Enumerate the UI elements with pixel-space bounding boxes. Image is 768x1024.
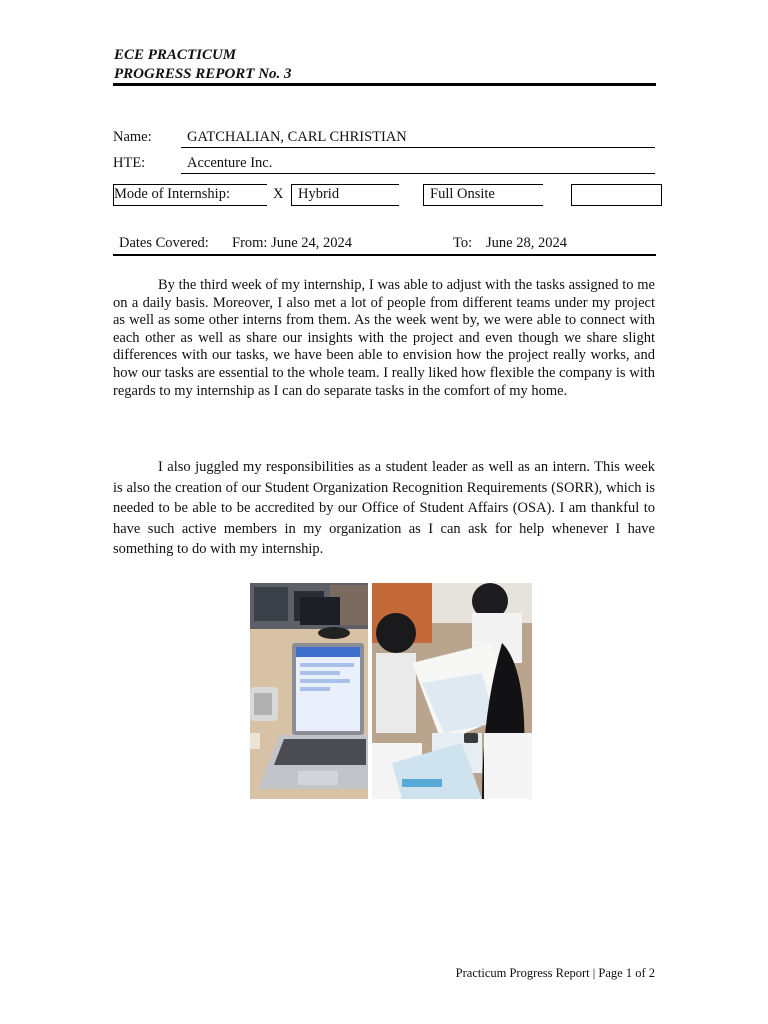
mode-option-full-onsite: Full Onsite <box>430 186 495 202</box>
dates-covered-label: Dates Covered: <box>119 235 209 251</box>
dates-divider <box>113 254 656 256</box>
body-paragraph-1: By the third week of my internship, I was able to adjust with the tasks assigned to me on a daily basis. Moreover, I also met a lot of people from different teams under my project as well as some other interns from them. As the week went by, we were able to connect with each other as well as share our insights with the project and even though we share slight differences with our tasks, we have been able to envision how the project really works, and how our tasks are essential to the whole team. I really liked how flexible the company is with regards to my internship as I can do separate tasks in the comfort of my home. <box>113 277 655 399</box>
body-paragraph-2: I also juggled my responsibilities as a student leader as well as an intern. This week is also the creation of our Student Organization Recognition Requirements (SORR), which is needed to be able to be accredited by our Office of Student Affairs (OSA). I am thankful to have such active members in my organization as I can ask for help whenever I have something to do with my internship. <box>113 459 655 558</box>
name-underline <box>181 147 655 148</box>
onsite-left-line <box>423 184 424 206</box>
name-value: GATCHALIAN, CARL CHRISTIAN <box>187 129 407 145</box>
hybrid-checkmark: X <box>273 186 284 202</box>
name-label: Name: <box>113 129 152 145</box>
laptop-workspace-image <box>250 583 368 799</box>
onsite-bottom-line <box>423 205 543 206</box>
mode-option-blank-box <box>571 184 662 206</box>
dates-from-value: From: June 24, 2024 <box>232 235 353 251</box>
report-number-title: PROGRESS REPORT No. 3 <box>114 66 292 82</box>
mode-label-underline <box>113 205 267 206</box>
dates-to-label: To: <box>453 235 473 251</box>
dates-to-value: June 28, 2024 <box>486 235 567 251</box>
mode-option-hybrid: Hybrid <box>298 186 340 202</box>
report-program-title: ECE PRACTICUM <box>114 47 237 63</box>
page-footer: Practicum Progress Report | Page 1 of 2 <box>455 966 655 980</box>
photo-laptop-workspace <box>250 583 368 799</box>
header-divider <box>113 83 656 86</box>
hybrid-left-line <box>291 184 292 206</box>
hte-label: HTE: <box>113 155 146 171</box>
hte-value: Accenture Inc. <box>187 155 273 171</box>
hybrid-bottom-line <box>291 205 399 206</box>
team-paperwork-image <box>372 583 532 799</box>
hte-underline <box>181 173 655 174</box>
mode-label: Mode of Internship: <box>114 186 230 202</box>
photo-team-paperwork <box>372 583 532 799</box>
